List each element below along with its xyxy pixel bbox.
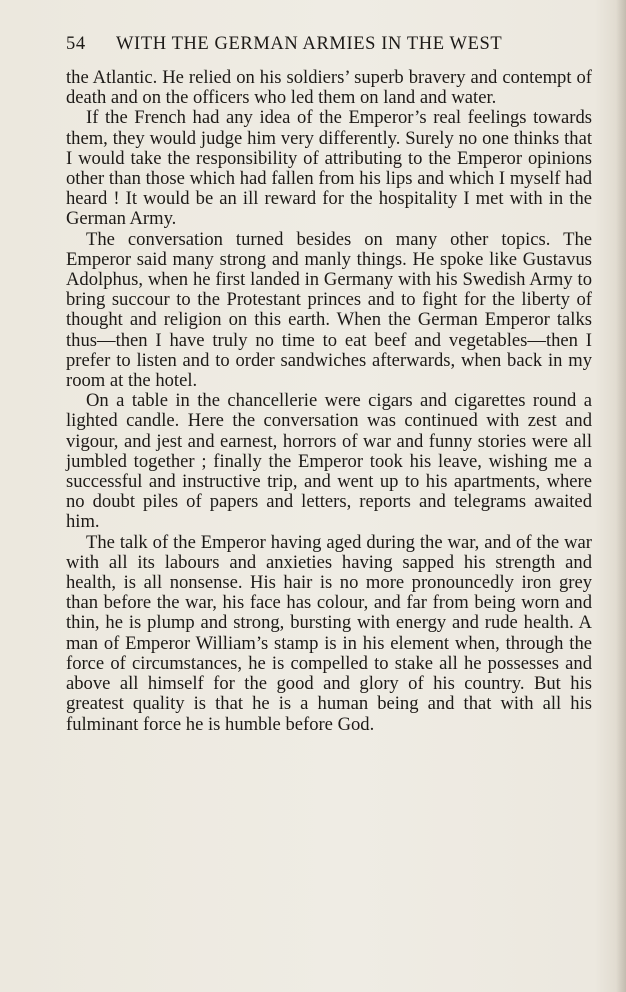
page-number: 54 <box>66 34 86 54</box>
paragraph: If the French had any idea of the Emperor’s real feelings towards them, they would judge him very differently. Surely no one thinks that I would take the responsibility of attributing to the Emperor opinions other than those which had fallen from his lips and which I myself had heard ! It would be an ill reward for the hospitality I met with in the German Army. <box>66 107 592 230</box>
paragraph: The talk of the Emperor having aged during the war, and of the war with all its labours and anxieties having sapped his strength and health, is all nonsense. His hair is no more pronouncedly iron grey than before the war, his face has colour, and far from being worn and thin, he is plump and strong, bursting with energy and rude health. A man of Emperor William’s stamp is in his element when, through the force of circumstances, he is compelled to stake all he possesses and above all himself for the good and glory of his country. But his greatest quality is that he is a human being and that with all his fulminant force he is humble before God. <box>66 531 592 735</box>
page-edge-shadow <box>616 0 626 992</box>
running-title: WITH THE GERMAN ARMIES IN THE WEST <box>116 34 503 54</box>
paragraph: On a table in the chancellerie were cigars and cigarettes round a lighted candle. Here the conversation was continued with zest and vigour, and jest and earnest, horrors of war and funny stories were all jumbled together ; finally the Emperor took his leave, wishing me a successful and instructive trip, and went up to his apartments, where no doubt piles of papers and letters, reports and telegrams awaited him. <box>66 390 592 533</box>
body-text <box>66 68 592 735</box>
paragraph: The conversation turned besides on many other topics. The Emperor said many strong and manly things. He spoke like Gustavus Adolphus, when he first landed in Germany with his Swedish Army to bring succour to the Protestant princes and to fight for the liberty of thought and religion on this earth. When the German Emperor talks thus—then I have truly no time to eat beef and vegetables—then I prefer to listen and to order sandwiches afterwards, when back in my room at the hotel. <box>66 228 592 392</box>
running-header <box>66 34 594 58</box>
paragraph-continued: the Atlantic. He relied on his soldiers’ superb bravery and contempt of death and on the officers who led them on land and water. <box>66 67 592 109</box>
